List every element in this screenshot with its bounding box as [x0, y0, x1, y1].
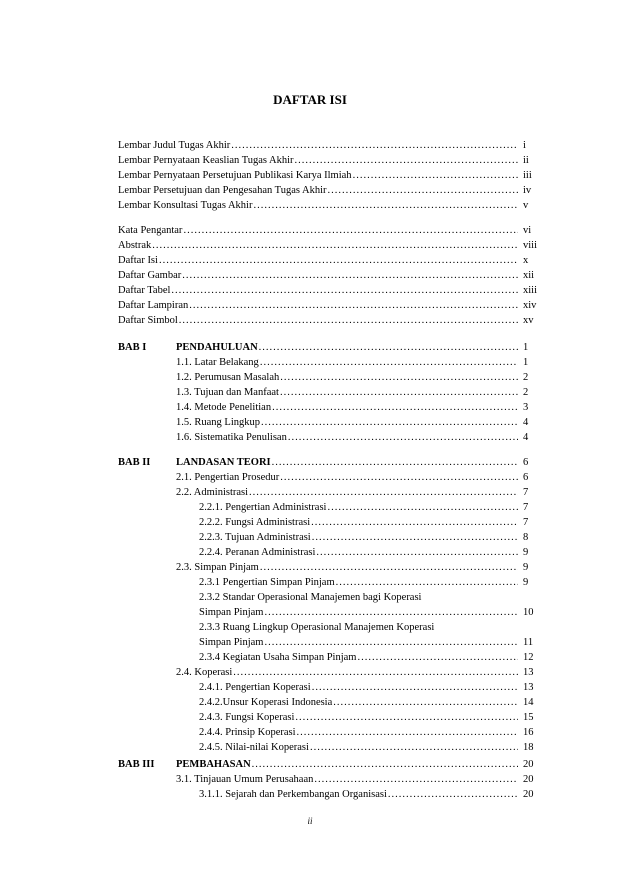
toc-2-4-label: 2.4.1. Pengertian Koperasi	[199, 682, 311, 693]
toc-page-2-1: 6	[523, 472, 529, 483]
toc-2-2-label: 2.2.1. Pengertian Administrasi	[199, 502, 327, 513]
page-title: DAFTAR ISI	[273, 92, 347, 107]
toc-2-2-entry[interactable]	[199, 545, 521, 560]
toc-2-4-entry[interactable]	[199, 725, 521, 740]
toc-bab1-label: 1.4. Metode Penelitian	[176, 402, 272, 413]
toc-list-page: x	[523, 255, 529, 266]
page-number: ii	[307, 816, 313, 826]
toc-2-2-page: 9	[523, 547, 529, 558]
toc-bab1-entry[interactable]	[176, 370, 521, 385]
toc-bab1-label: 1.2. Perumusan Masalah	[176, 372, 280, 383]
toc-2-2-entry[interactable]	[199, 515, 521, 530]
toc-2-2-label: 2.2.3. Tujuan Administrasi	[199, 532, 311, 543]
toc-list-entry[interactable]	[118, 283, 521, 298]
toc-front-entry[interactable]	[118, 138, 521, 153]
toc-page-3-1: 20	[523, 774, 534, 785]
toc-bab1-page: 4	[523, 432, 529, 443]
toc-page-2-3-1: 9	[523, 577, 529, 588]
toc-entry-3-1-1[interactable]: 3.1.1. Sejarah dan Perkembangan Organisasi .....	[199, 787, 521, 802]
toc-2-4-page: 18	[523, 742, 534, 753]
toc-page-2-3-3: 11	[523, 637, 534, 648]
bab2-label: BAB II	[118, 457, 151, 468]
toc-list-entry[interactable]	[118, 313, 521, 328]
toc-page-2-3-4: 12	[523, 652, 534, 663]
toc-entry-2-3-2-line2[interactable]: Simpan Pinjam .....	[199, 605, 521, 620]
bab1-label: BAB I	[118, 342, 147, 353]
toc-front-entry[interactable]	[118, 153, 521, 168]
toc-bab1-entry[interactable]	[176, 415, 521, 430]
toc-2-4-label: 2.4.5. Nilai-nilai Koperasi	[199, 742, 309, 753]
toc-2-4-label: 2.4.4. Prinsip Koperasi	[199, 727, 296, 738]
toc-entry-2-3-4[interactable]: 2.3.4 Kegiatan Usaha Simpan Pinjam .....	[199, 650, 521, 665]
toc-2-2-page: 7	[523, 502, 529, 513]
toc-entry-2-2[interactable]: 2.2. Administrasi .....	[176, 485, 521, 500]
toc-2-2-entry[interactable]	[199, 500, 521, 515]
toc-bab1-page: 2	[523, 372, 529, 383]
toc-bab1-page: 2	[523, 387, 529, 398]
toc-2-4-entry[interactable]	[199, 695, 521, 710]
toc-entry-2-4[interactable]: 2.4. Koperasi .....	[176, 665, 521, 680]
toc-list-page: viii	[523, 240, 538, 251]
toc-2-4-page: 16	[523, 727, 534, 738]
toc-list-entry[interactable]	[118, 253, 521, 268]
toc-front-entry[interactable]	[118, 198, 521, 213]
bab1-page: 1	[523, 342, 529, 353]
toc-bab1-page: 3	[523, 402, 529, 413]
toc-2-4-page: 15	[523, 712, 534, 723]
toc-entry-2-1[interactable]: 2.1. Pengertian Prosedur .....	[176, 470, 521, 485]
toc-front-page: i	[523, 140, 526, 151]
toc-2-2-label: 2.2.2. Fungsi Administrasi	[199, 517, 311, 528]
bab3-page: 20	[523, 759, 534, 770]
toc-2-4-entry[interactable]	[199, 680, 521, 695]
toc-front-entry[interactable]	[118, 168, 521, 183]
toc-bab1-label: 1.5. Ruang Lingkup	[176, 417, 260, 428]
toc-page-2-3: 9	[523, 562, 529, 573]
toc-2-4-page: 13	[523, 682, 534, 693]
toc-front-page: v	[523, 200, 529, 211]
toc-2-4-page: 14	[523, 697, 534, 708]
toc-2-2-page: 8	[523, 532, 529, 543]
toc-2-4-label: 2.4.3. Fungsi Koperasi	[199, 712, 295, 723]
toc-front-label: Lembar Judul Tugas Akhir	[118, 140, 231, 151]
toc-front-label: Lembar Konsultasi Tugas Akhir	[118, 200, 253, 211]
toc-page-2-2: 7	[523, 487, 529, 498]
toc-list-entry[interactable]	[118, 268, 521, 283]
toc-front-page: iv	[523, 185, 532, 196]
toc-list-page: xiv	[523, 300, 537, 311]
toc-list-label: Daftar Gambar	[118, 270, 182, 281]
toc-2-2-page: 7	[523, 517, 529, 528]
toc-front-label: Lembar Persetujuan dan Pengesahan Tugas Akhir	[118, 185, 327, 196]
toc-bab1-entry[interactable]	[176, 400, 521, 415]
bab3-label: BAB III	[118, 759, 155, 770]
toc-list-label: Daftar Tabel	[118, 285, 171, 296]
toc-list-page: xiii	[523, 285, 538, 296]
bab2-page: 6	[523, 457, 529, 468]
toc-list-label: Daftar Isi	[118, 255, 158, 266]
toc-bab1-page: 4	[523, 417, 529, 428]
toc-entry-2-3-1[interactable]: 2.3.1 Pengertian Simpan Pinjam .....	[199, 575, 521, 590]
bab1-title: PENDAHULUAN	[176, 342, 258, 353]
toc-page-2-4: 13	[523, 667, 534, 678]
toc-bab1-page: 1	[523, 357, 529, 368]
bab2-heading[interactable]	[176, 455, 521, 470]
toc-front-label: Lembar Pernyataan Persetujuan Publikasi Karya Ilmiah	[118, 170, 352, 181]
toc-page-3-1-1: 20	[523, 789, 534, 800]
toc-bab1-entry[interactable]	[176, 385, 521, 400]
toc-list-label: Daftar Simbol	[118, 315, 178, 326]
toc-list-entry[interactable]	[118, 298, 521, 313]
toc-bab1-entry[interactable]	[176, 355, 521, 370]
toc-entry-2-3-3-line2[interactable]: Simpan Pinjam .....	[199, 635, 521, 650]
toc-2-4-label: 2.4.2.Unsur Koperasi Indonesia	[199, 697, 333, 708]
toc-entry-3-1[interactable]: 3.1. Tinjauan Umum Perusahaan .....	[176, 772, 521, 787]
toc-list-page: xv	[523, 315, 534, 326]
toc-list-entry[interactable]	[118, 238, 521, 253]
toc-bab1-label: 1.1. Latar Belakang	[176, 357, 259, 368]
toc-list-page: xii	[523, 270, 535, 281]
toc-bab1-label: 1.3. Tujuan dan Manfaat	[176, 387, 279, 398]
toc-list-label: Kata Pengantar	[118, 225, 183, 236]
toc-list-label: Daftar Lampiran	[118, 300, 189, 311]
toc-bab1-entry[interactable]	[176, 430, 521, 445]
toc-entry-2-3-3-line1[interactable]: 2.3.3 Ruang Lingkup Operasional Manajemen Koperasi	[199, 622, 435, 633]
toc-2-4-entry[interactable]	[199, 710, 521, 725]
bab1-heading[interactable]	[176, 340, 521, 355]
toc-front-page: iii	[523, 170, 532, 181]
toc-list-label: Abstrak	[118, 240, 152, 251]
toc-2-4-entry[interactable]	[199, 740, 521, 755]
bab3-title: PEMBAHASAN	[176, 759, 251, 770]
toc-page-2-3-2: 10	[523, 607, 534, 618]
bab3-heading[interactable]	[176, 757, 521, 772]
bab2-title: LANDASAN TEORI	[176, 457, 271, 468]
toc-bab1-label: 1.6. Sistematika Penulisan	[176, 432, 287, 443]
toc-2-2-entry[interactable]	[199, 530, 521, 545]
toc-front-label: Lembar Pernyataan Keaslian Tugas Akhir	[118, 155, 294, 166]
toc-list-entry[interactable]	[118, 223, 521, 238]
toc-entry-2-3-2-line1[interactable]: 2.3.2 Standar Operasional Manajemen bagi Koperasi	[199, 592, 422, 603]
toc-front-page: ii	[523, 155, 529, 166]
toc-entry-2-3[interactable]: 2.3. Simpan Pinjam .....	[176, 560, 521, 575]
toc-front-entry[interactable]	[118, 183, 521, 198]
toc-list-page: vi	[523, 225, 532, 236]
toc-2-2-label: 2.2.4. Peranan Administrasi	[199, 547, 316, 558]
